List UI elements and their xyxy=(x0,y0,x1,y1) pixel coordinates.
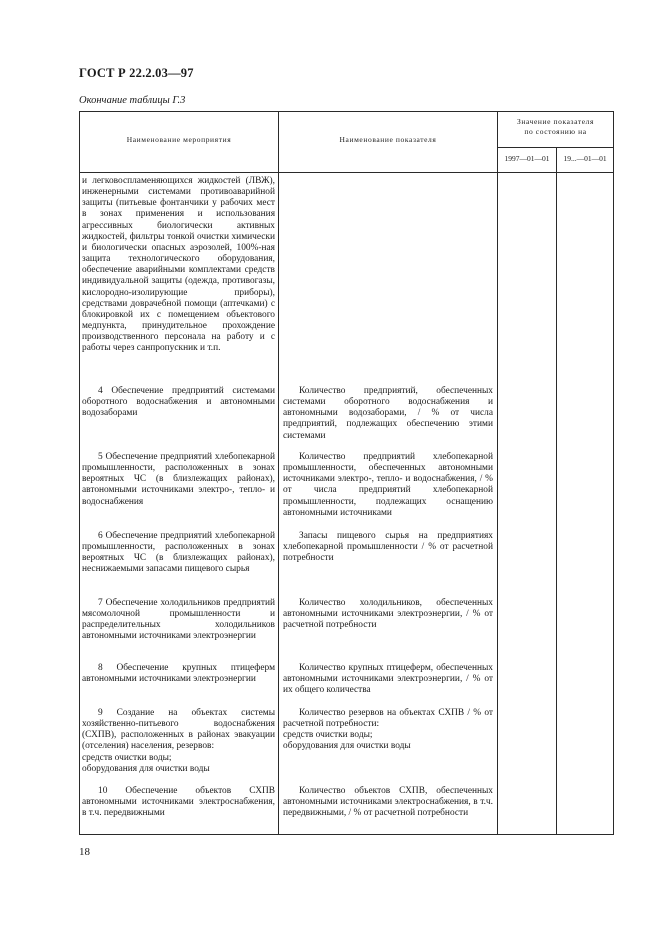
indicator-cell: Количество объектов СХПВ, обеспеченных автономными источниками электроснабжения, в т.ч. передвижными, / % от расчетной потребности xyxy=(283,786,493,819)
table-border-left xyxy=(79,111,80,835)
indicator-cell: Количество резервов на объектах СХПВ / % от расчетной потребности: средств очистки воды; оборудования для очистки воды xyxy=(283,708,493,752)
measure-cell: и легковоспламеняющихся жидкостей (ЛВЖ), инженерными системами противоаварийной защиты (питьевые фонтанчики у рабочих мест в зонах применения и использования агрессивных биологически активных жидкостей, фильтры тонкой очистки химически и биологически опасных аэрозолей, 100%-ная защита технологического оборудования, обеспечение аварийными комплектами средств индивидуальной защиты (одежда, противогазы, кислородно-изолирующие приборы), средствами доврачебной помощи (аптечками) с блокировкой их с помещением объектового медпункта, принудительное прохождение производственного персонала на работу и с работы через санпропускник и т.п. xyxy=(82,176,275,354)
measure-cell: 7 Обеспечение холодильников предприятий мясомолочной промышленности и распределительных холодильников автономными источниками электроэнергии xyxy=(82,598,275,642)
measure-cell: 10 Обеспечение объектов СХПВ автономными источниками электроснабжения, в т.ч. передвижными xyxy=(82,786,275,819)
header-date-2: 19...—01—01 xyxy=(563,154,607,163)
table-caption: Окончание таблицы Г.3 xyxy=(79,95,186,106)
header-bottom-line xyxy=(79,172,614,173)
measure-cell: 4 Обеспечение предприятий системами оборотного водоснабжения и автономными водозаборами xyxy=(82,386,275,419)
indicator-cell: Запасы пищевого сырья на предприятиях хлебопекарной промышленности / % от расчетной потребности xyxy=(283,531,493,564)
measure-cell: 5 Обеспечение предприятий хлебопекарной промышленности, расположенных в зонах вероятных ЧС (в близлежащих районах), автономными источниками электро-, тепло- и водоснабжения xyxy=(82,452,275,507)
indicator-cell: Количество холодильников, обеспеченных автономными источниками электроэнергии, / % от расчетной потребности xyxy=(283,598,493,631)
column-divider xyxy=(497,111,498,835)
header-date-1: 1997—01—01 xyxy=(504,154,550,163)
header-divider xyxy=(497,147,614,148)
measure-cell: 8 Обеспечение крупных птицеферм автономными источниками электроэнергии xyxy=(82,663,275,685)
doc-code: ГОСТ Р 22.2.03—97 xyxy=(79,66,194,80)
indicator-cell: Количество предприятий, обеспеченных системами оборотного водоснабжения и автономными водозаборами, / % от числа предприятий, подлежащих обеспечению этими системами xyxy=(283,386,493,441)
table-border-bottom xyxy=(79,834,614,835)
indicator-cell: Количество предприятий хлебопекарной промышленности, обеспеченных автономными источниками электро-, тепло- и водоснабжения, / % от числа предприятий хлебопекарной промышленности, подлежащих оснащению автономными источниками xyxy=(283,452,493,518)
measure-cell: 6 Обеспечение предприятий хлебопекарной промышленности, расположенных в зонах вероятных ЧС (в близлежащих районах), неснижаемыми запасами пищевого сырья xyxy=(82,531,275,575)
table-border-top xyxy=(79,111,614,112)
table-border-right xyxy=(613,111,614,835)
measure-cell: 9 Создание на объектах системы хозяйственно-питьевого водоснабжения (СХПВ), расположенных в районах эвакуации (отселения) населения, резервов: средств очистки воды; оборудования для очистки воды xyxy=(82,708,275,774)
column-divider xyxy=(556,147,557,835)
header-indicator: Наименование показателя xyxy=(339,135,437,144)
header-measure: Наименование мероприятия xyxy=(126,135,232,144)
data-table xyxy=(79,111,614,835)
column-divider xyxy=(278,111,279,835)
indicator-cell: Количество крупных птицеферм, обеспеченных автономными источниками электроэнергии, / % от их общего количества xyxy=(283,663,493,696)
page-number: 18 xyxy=(79,846,90,858)
header-value-group: Значение показателя по состоянию на xyxy=(516,117,595,136)
